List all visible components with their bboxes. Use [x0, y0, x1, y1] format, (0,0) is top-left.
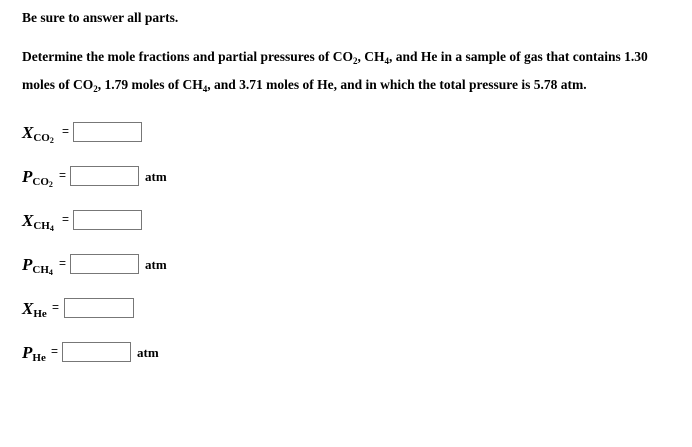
answer-input-x-co2[interactable]	[73, 122, 142, 142]
question-subscript: 4	[384, 56, 389, 66]
answer-input-p-ch4[interactable]	[70, 254, 139, 274]
species: CH	[33, 220, 50, 232]
question-part: , CH	[357, 49, 385, 64]
unit-label: atm	[145, 169, 167, 184]
species: CH	[32, 264, 49, 276]
species: He	[33, 308, 47, 320]
equals-sign: =	[62, 212, 70, 226]
answer-label-x-ch4	[22, 210, 54, 240]
species-subscript: 4	[49, 224, 54, 233]
equals-sign: =	[52, 300, 60, 314]
species-subscript: 2	[48, 180, 53, 189]
species: He	[32, 352, 46, 364]
species-subscript: 2	[49, 136, 54, 145]
symbol: P	[22, 255, 33, 274]
answer-input-p-he[interactable]	[62, 342, 131, 362]
question-subscript: 4	[202, 84, 208, 94]
symbol: X	[22, 299, 34, 318]
symbol: P	[22, 343, 33, 362]
species-subscript: 4	[48, 268, 53, 277]
question-subscript: 2	[352, 56, 358, 66]
question-part: , and He in a sample of gas that contains 1.30 moles of CO	[22, 49, 648, 92]
answer-label-p-he	[22, 342, 46, 372]
equals-sign: =	[62, 124, 70, 138]
unit-label: atm	[145, 257, 167, 272]
question-subscript: 2	[93, 84, 98, 94]
question-part: Determine the mole fractions and partial pressures of CO	[22, 49, 353, 64]
unit-label: atm	[137, 345, 159, 360]
answer-input-p-co2[interactable]	[70, 166, 139, 186]
question-text	[22, 45, 677, 101]
equals-sign: =	[51, 344, 59, 358]
symbol: X	[22, 123, 34, 142]
answer-label-p-co2	[22, 166, 53, 196]
answer-label-x-co2	[22, 122, 54, 152]
equals-sign: =	[59, 168, 67, 182]
equals-sign: =	[59, 256, 67, 270]
species: CO	[33, 132, 50, 144]
species: CO	[32, 176, 49, 188]
answer-label-x-he	[22, 298, 47, 328]
answer-label-p-ch4	[22, 254, 53, 284]
question-part: , and 3.71 moles of He, and in which the total pressure is 5.78 atm.	[207, 77, 587, 92]
answer-input-x-ch4[interactable]	[73, 210, 142, 230]
symbol: P	[22, 167, 33, 186]
symbol: X	[22, 211, 34, 230]
answer-input-x-he[interactable]	[64, 298, 134, 318]
question-part: , 1.79 moles of CH	[97, 77, 203, 92]
instruction-text: Be sure to answer all parts.	[22, 10, 179, 25]
